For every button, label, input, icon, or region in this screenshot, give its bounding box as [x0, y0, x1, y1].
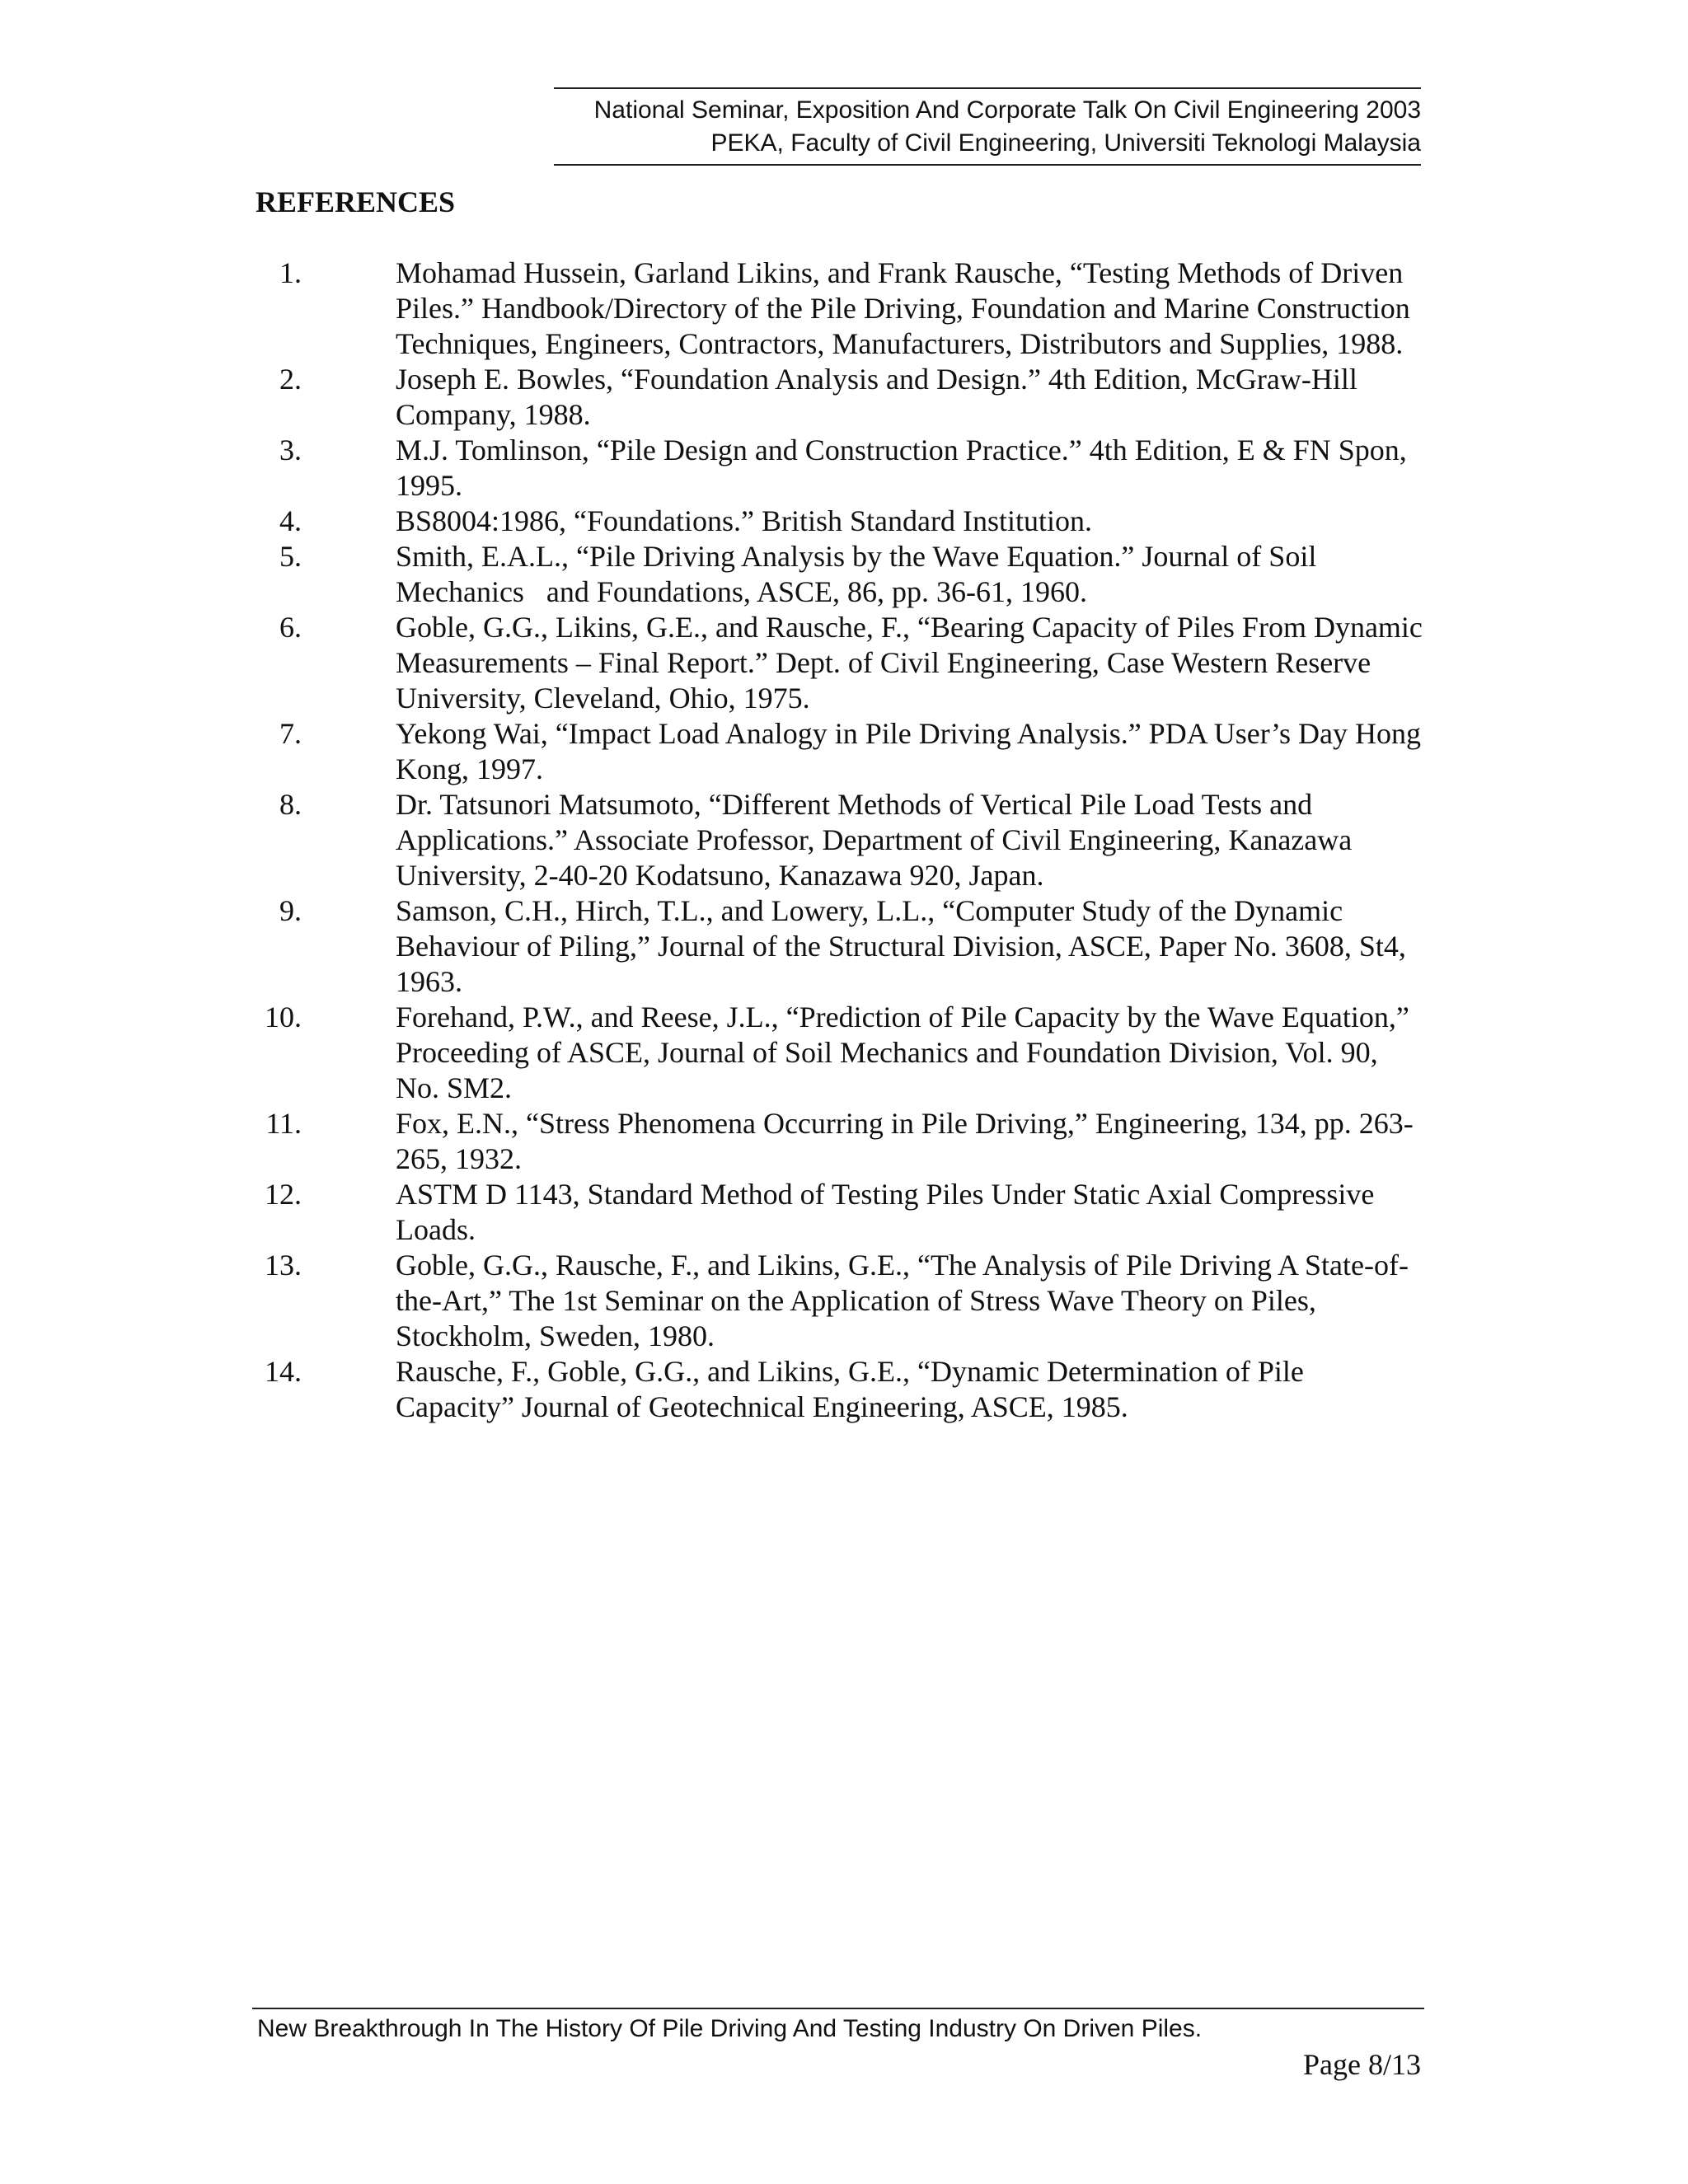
reference-item	[256, 433, 1426, 504]
reference-text: Samson, C.H., Hirch, T.L., and Lowery, L.L., “Computer Study of the Dynamic Behaviour of Piling,” Journal of the Structural Division, ASCE, Paper No. 3608, St4, 1963.	[396, 894, 1414, 998]
footer-rule	[252, 2008, 1424, 2009]
reference-number: 10.	[265, 1001, 302, 1033]
reference-text: ASTM D 1143, Standard Method of Testing Piles Under Static Axial Compressive Loads.	[396, 1178, 1382, 1246]
reference-spacer	[302, 893, 396, 1000]
page-header	[554, 87, 1421, 166]
reference-item	[256, 610, 1430, 716]
reference-item	[256, 1248, 1426, 1354]
reference-number: 11.	[265, 1107, 302, 1140]
section-title: REFERENCES	[256, 185, 456, 218]
reference-item	[256, 255, 1426, 362]
reference-item	[256, 1177, 1426, 1248]
reference-spacer	[302, 1354, 396, 1425]
reference-list	[256, 255, 1430, 1425]
reference-spacer	[302, 1000, 396, 1106]
reference-spacer	[302, 255, 396, 362]
reference-item	[256, 1354, 1426, 1425]
reference-text: Goble, G.G., Likins, G.E., and Rausche, F., “Bearing Capacity of Piles From Dynamic Measurements – Final Report.” Dept. of Civil Engineering, Case Western Reserve University, Cleveland, Ohio, 1975.	[396, 611, 1430, 715]
reference-spacer	[302, 504, 396, 539]
reference-text: Forehand, P.W., and Reese, J.L., “Prediction of Pile Capacity by the Wave Equation,” Proceeding of ASCE, Journal of Soil Mechanics and Foundation Division, Vol. 90, No. SM2.	[396, 1001, 1417, 1104]
reference-item	[256, 1106, 1426, 1177]
reference-number: 4.	[279, 504, 302, 537]
reference-text: Joseph E. Bowles, “Foundation Analysis and Design.” 4th Edition, McGraw-Hill Company, 1988.	[396, 363, 1365, 431]
reference-number: 7.	[279, 717, 302, 750]
reference-spacer	[302, 787, 396, 893]
reference-text: Yekong Wai, “Impact Load Analogy in Pile Driving Analysis.” PDA User’s Day Hong Kong, 1997.	[396, 717, 1429, 785]
reference-number: 9.	[279, 894, 302, 927]
reference-text: Mohamad Hussein, Garland Likins, and Frank Rausche, “Testing Methods of Driven Piles.” Handbook/Directory of the Pile Driving, Foundation and Marine Construction Techniques, Engineers, Contractors, Manufacturers, Distributors and Supplies, 1988.	[396, 256, 1418, 360]
reference-text: BS8004:1986, “Foundations.” British Standard Institution.	[396, 504, 1092, 537]
reference-number: 1.	[279, 256, 302, 289]
reference-item	[256, 362, 1426, 433]
reference-spacer	[302, 362, 396, 433]
reference-spacer	[302, 539, 396, 610]
reference-item	[256, 1000, 1426, 1106]
reference-spacer	[302, 1106, 396, 1177]
header-seminar-title: National Seminar, Exposition And Corporate Talk On Civil Engineering 2003	[593, 96, 1421, 124]
footer-title: New Breakthrough In The History Of Pile Driving And Testing Industry On Driven Piles.	[257, 2015, 1203, 2042]
reference-number: 8.	[279, 788, 302, 821]
reference-text: Rausche, F., Goble, G.G., and Likins, G.E., “Dynamic Determination of Pile Capacity” Journal of Geotechnical Engineering, ASCE, 1985.	[396, 1355, 1311, 1423]
reference-item	[256, 787, 1426, 893]
reference-text: Goble, G.G., Rausche, F., and Likins, G.E., “The Analysis of Pile Driving A State-of-the-Art,” The 1st Seminar on the Application of Stress Wave Theory on Piles, Stockholm, Sweden, 1980.	[396, 1249, 1409, 1352]
reference-item	[256, 539, 1426, 610]
reference-spacer	[302, 1248, 396, 1354]
reference-number: 13.	[265, 1249, 302, 1282]
reference-number: 6.	[279, 611, 302, 644]
reference-item	[256, 504, 1426, 539]
reference-number: 12.	[265, 1178, 302, 1211]
reference-number: 5.	[279, 540, 302, 573]
reference-item	[256, 716, 1429, 787]
page-number: Page 8/13	[1303, 2048, 1421, 2081]
reference-text: Fox, E.N., “Stress Phenomena Occurring in Pile Driving,” Engineering, 134, pp. 263-265, 1932.	[396, 1107, 1414, 1175]
reference-spacer	[302, 610, 396, 716]
reference-text: Dr. Tatsunori Matsumoto, “Different Methods of Vertical Pile Load Tests and Applications.” Associate Professor, Department of Civil Engineering, Kanazawa University, 2-40-20 Kodatsuno, Kanazawa 920, Japan.	[396, 788, 1360, 892]
reference-text: Smith, E.A.L., “Pile Driving Analysis by the Wave Equation.” Journal of Soil Mechanics and Foundations, ASCE, 86, pp. 36-61, 1960.	[396, 540, 1325, 608]
header-faculty: PEKA, Faculty of Civil Engineering, Universiti Teknologi Malaysia	[710, 129, 1421, 157]
reference-spacer	[302, 716, 396, 787]
reference-number: 14.	[265, 1355, 302, 1388]
reference-spacer	[302, 1177, 396, 1248]
reference-item	[256, 893, 1426, 1000]
reference-text: M.J. Tomlinson, “Pile Design and Construction Practice.” 4th Edition, E & FN Spon, 1995.	[396, 434, 1414, 502]
reference-number: 3.	[279, 434, 302, 466]
reference-spacer	[302, 433, 396, 504]
reference-number: 2.	[279, 363, 302, 396]
